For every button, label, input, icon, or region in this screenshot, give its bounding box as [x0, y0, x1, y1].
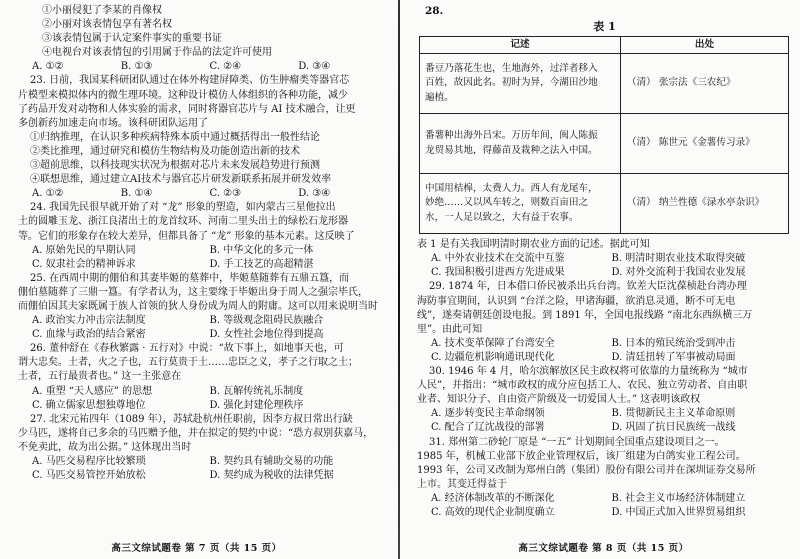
- source-cell: （清） 纳兰性德《渌水亭杂识》: [621, 174, 789, 234]
- stem-line: 29. 1874 年，日本借口侨民被杀出兵台湾。钦差大臣沈葆桢赴台湾办理: [429, 281, 747, 293]
- record-cell: [420, 54, 621, 114]
- stem-line: 业者、知识分子、自由资产阶级及一切爱国人士。” 这表明该政权: [417, 394, 701, 406]
- page-footer: 高三文综试题卷 第 7 页（共 15 页）: [111, 542, 282, 554]
- option: B. ①③: [120, 61, 153, 73]
- q29-options: [417, 337, 792, 365]
- stem-line: 30. 1946 年 4 月，哈尔滨解放区民主政权将可依靠的力量统称为 “城市: [429, 366, 748, 378]
- option: B. 日本的殖民统治受到冲击: [611, 337, 736, 349]
- q27-stem: [18, 413, 387, 455]
- stem-line: 多创新药加速走向市场。该科研团队运用了: [18, 117, 208, 129]
- stem-line: 1985 年，机械工业部下放企业管理权后，该厂组建为白鸽实业工程公司。: [417, 450, 746, 462]
- stem-line: 里”。由此可知: [417, 323, 483, 335]
- q23-options: [18, 187, 387, 201]
- option: D. 手工技艺的高超精湛: [209, 258, 314, 270]
- record-line: 妙绝……又以风车转之，则数百亩田之: [425, 197, 589, 209]
- stem-line: 不免卖此，故为出公据。” 这体现出当时: [18, 441, 192, 453]
- option: C. ②④: [209, 61, 242, 73]
- q24-stem: [18, 201, 387, 243]
- option: C. 边疆危机影响通讯现代化: [431, 351, 555, 363]
- record-line: 中国用桔槔，太费人力。西人有龙尾车，: [425, 182, 598, 194]
- option: A. 逐步转变民主革命纲领: [431, 408, 545, 420]
- source-cell: （清） 陈世元《金薯传习录》: [621, 114, 789, 174]
- stem-line: 少马匹，遂将自己多余的马匹赠予他，并在拟定的契约中说：“恐方叔别获嘉马，: [18, 427, 374, 439]
- table-header: 出处: [621, 37, 789, 54]
- option: B. 中华文化的多元一体: [209, 244, 314, 256]
- stem-line: 24. 我国先民很早就开始了对 “龙” 形象的塑造，如内蒙古三星他拉出: [30, 202, 336, 214]
- stem-line: 27. 北宋元祐四年（1089 年），苏轼赴杭州任职前，因李方叔日常出行缺: [30, 413, 353, 425]
- option: C. 确立儒家思想独尊地位: [32, 399, 146, 411]
- q22-item: ④电视台对该表情包的引用属于作品的法定许可使用: [42, 47, 272, 59]
- q29-stem: [417, 280, 792, 336]
- q25-options: [18, 314, 387, 342]
- stem-line: 人民”，并指出：“城市政权的成分应包括工人、农民、独立劳动者、自由职: [417, 380, 748, 392]
- stem-line: 片模型来模拟体内的微生理环境。这种设计模仿人体组织的各种功能，减少: [18, 89, 348, 101]
- stem-line: 上市。其变迁得益于: [417, 478, 507, 490]
- stem-line: 线”，遂奏请朝廷创设电报。到 1891 年，全国电报线路 “南北东西纵横三万: [417, 309, 753, 321]
- option: D. 清廷扭转了军事被动局面: [611, 351, 736, 363]
- option: B. 社会主义市场经济体制建立: [611, 492, 746, 504]
- option: C. 血缘与政治的结合紧密: [32, 329, 146, 341]
- q23-stem: [18, 74, 387, 130]
- q28-options: [417, 252, 792, 280]
- option: B. 贯彻新民主主义革命原则: [611, 408, 736, 420]
- option: C. 配合了辽沈战役的部署: [431, 422, 545, 434]
- stem-line: 土者，五行最贵者也。” 这一主张意在: [18, 371, 182, 383]
- right-page: [407, 0, 800, 559]
- option: D. 中国正式加入世界贸易组织: [611, 506, 746, 518]
- q22-options: [18, 60, 387, 74]
- stem-line: 23. 日前，我国某科研团队通过在体外构建屏障类、仿生肿瘤类等器官芯: [30, 75, 350, 87]
- source-cell: （清） 张宗法《三农纪》: [621, 54, 789, 114]
- page-divider: [398, 0, 400, 559]
- option: B. ①④: [120, 188, 153, 200]
- option: C. 高效的现代企业制度确立: [431, 506, 555, 518]
- option: A. 重塑 “天人感应” 的思想: [32, 385, 153, 397]
- q22-item: ②小丽对该表情包享有著名权: [42, 19, 172, 31]
- q28-stem: 表 1 是有关我国明清时期农业方面的记述。据此可知: [417, 239, 650, 251]
- option: A. 政治实力冲击宗法制度: [32, 315, 146, 327]
- stem-line: 等。它们的形象存在较大差异，但都具备了 “龙” 形象的基本元素。这反映了: [18, 230, 355, 242]
- option: C. 奴隶社会的精神诉求: [32, 258, 136, 270]
- option: D. 对外交流利于我国农业发展: [611, 267, 746, 279]
- record-cell: [420, 174, 621, 234]
- record-line: 遍植。: [425, 91, 454, 103]
- record-line: 水，一人足以致之，大有益于农事。: [425, 211, 579, 223]
- q30-stem: [417, 365, 792, 407]
- table-row: [420, 174, 789, 234]
- table-header-row: [420, 37, 789, 54]
- option: D. 强化封建伦理秩序: [209, 399, 304, 411]
- record-line: 番豆乃落花生也，生地海外，过洋者移入: [425, 62, 598, 74]
- table-header: 记述: [420, 37, 621, 54]
- record-line: 番薯种出海外吕宋。万历年间，闽人陈振: [425, 130, 598, 142]
- q31-stem: [417, 436, 792, 492]
- record-cell: [420, 114, 621, 174]
- option: A. ①②: [32, 61, 64, 73]
- option: B. 瓦解传统礼乐制度: [209, 385, 304, 397]
- stem-line: 26. 董仲舒在《春秋繁露 · 五行对》中说：“故下事上，如地事天也，可: [30, 343, 344, 355]
- q23-item: ④联想思维，通过建立AI技术与器官芯片研发新联系拓展并研发效率: [30, 174, 332, 186]
- q30-options: [417, 407, 792, 435]
- stem-line: 25. 在西周中期的倗伯和其妻毕姬的墓葬中，毕姬墓随葬有五鼎五簋，而: [30, 272, 350, 284]
- stem-line: 谓大忠矣。土者，火之子也，五行莫贵于土……忠臣之义，孝子之行取之土；: [18, 357, 358, 369]
- stem-line: 倗伯墓随葬了三鼎一簋。有学者认为，这主要缘于毕姬出身于周人之强宗毕氏，: [18, 286, 368, 298]
- option: A. 马匹交易程序比较繁琐: [32, 456, 146, 467]
- q22-item: ③该表情包属于认定案件事实的重要书证: [42, 33, 222, 45]
- option: A. 经济体制改革的不断深化: [431, 492, 555, 504]
- q26-stem: [18, 342, 387, 384]
- agriculture-table: [419, 36, 789, 234]
- record-line: 百姓，故因此名。初时为异，今湖田沙地: [425, 77, 598, 89]
- q25-stem: [18, 272, 387, 314]
- left-page: [0, 0, 393, 559]
- q23-items: [18, 131, 387, 187]
- option: A. 技术变革保障了台湾安全: [431, 337, 555, 349]
- record-line: 龙贸易其地，得藤苗及栽种之法入中国。: [425, 144, 598, 156]
- q28-number: 28.: [425, 5, 444, 17]
- option: B. 等级观念阻碍民族融合: [209, 315, 324, 327]
- page-footer: 高三文综试题卷 第 8 页（共 15 页）: [518, 542, 689, 554]
- q24-options: [18, 244, 387, 272]
- option: A. ①②: [32, 188, 64, 200]
- q23-item: ②类比推理，通过研究和模仿生物结构及功能创造出新的技术: [30, 145, 300, 157]
- stem-line: 土的圆雕玉龙、浙江良渚出土的龙首纹环、河南二里头出土的绿松石龙形器: [18, 216, 348, 228]
- q27-options: [18, 455, 387, 483]
- stem-line: 海防事宜期间，认识到 “台洋之险，甲诸海疆，欲消息灵通，断不可无电: [417, 295, 736, 307]
- option: C. 我国积极引进西方先进成果: [431, 267, 565, 279]
- table-row: [420, 114, 789, 174]
- q31-options: [417, 492, 792, 520]
- q26-options: [18, 385, 387, 413]
- option: A. 原始先民的早期认同: [32, 244, 136, 256]
- option: D. 巩固了抗日民族统一战线: [611, 422, 736, 434]
- option: A. 中外农业技术在交流中互鉴: [431, 253, 565, 265]
- stem-line: 31. 郑州第二砂轮厂原是 “一五” 计划期间全国重点建设项目之一。: [429, 436, 725, 448]
- table-row: [420, 54, 789, 114]
- option: B. 明清时期农业技术取得突破: [611, 253, 746, 265]
- stem-line: 了药品开发对动物和人体实验的需求，同时将器官芯片与 AI 技术融合，让更: [18, 103, 356, 115]
- q22-items: [18, 4, 387, 60]
- option: D. ③④: [298, 61, 331, 73]
- q23-item: ①归纳推理，在认识多种疾病特殊本质中通过概括得出一般性结论: [30, 131, 320, 143]
- option: C. 马匹交易管控开始放松: [32, 470, 146, 482]
- option: D. ③④: [298, 188, 331, 200]
- q22-item: ①小丽侵犯了李某的肖像权: [42, 5, 162, 16]
- stem-line: 1993 年，公司又改制为郑州白鸽（集团）股份有限公司并在深圳证券交易所: [417, 464, 756, 476]
- table-title: 表 1: [593, 20, 616, 34]
- option: D. 女性社会地位得到提高: [209, 329, 324, 341]
- option: D. 契约成为税收的法律凭据: [209, 470, 334, 482]
- q23-item: ③超前思维，以科技现实状况为根据对芯片未来发展趋势进行预测: [30, 160, 320, 172]
- option: B. 契约具有辅助交易的功能: [209, 456, 334, 467]
- stem-line: 而倗伯因其夫家既属于族人首领的狄人身份成为周人的附庸。这可以用来说明当时: [18, 300, 378, 312]
- option: C. ②③: [209, 188, 242, 200]
